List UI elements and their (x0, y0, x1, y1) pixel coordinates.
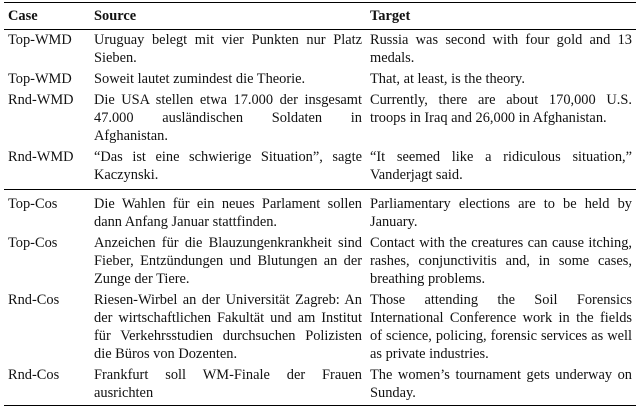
target-cell: Russia was second with four gold and 13 medals. (370, 32, 632, 66)
case-cell: Rnd-WMD (8, 92, 74, 108)
table-row (4, 190, 636, 234)
source-cell: Anzeichen für die Blauzungenkrankheit sind Fieber, Entzündungen und Blutungen an der Zunge der Tiere. (94, 235, 362, 287)
case-cell: Rnd-Cos (8, 292, 60, 308)
source-cell: Riesen-Wirbel an der Universität Zagreb: An der wirtschaftlichen Fakultät und am Institut für Verkehrsstudien durchsuchen Polizisten die Büros von Dozenten. (94, 292, 362, 362)
table-row (4, 233, 636, 290)
table-row (4, 30, 636, 70)
results-table-wrapper (4, 2, 636, 406)
case-cell: Top-Cos (8, 235, 58, 251)
target-cell: That, at least, is the theory. (370, 71, 525, 87)
source-cell: Die USA stellen etwa 17.000 der insgesamt 47.000 ausländischen Soldaten in Afghanistan. (94, 92, 362, 144)
table-row (4, 290, 636, 365)
source-cell: Frankfurt soll WM-Finale der Frauen ausrichten (90, 365, 366, 406)
target-cell: Parliamentary elections are to be held by January. (366, 190, 636, 234)
case-cell: Rnd-WMD (8, 149, 74, 165)
source-cell: Die Wahlen für ein neues Parlament sollen dann Anfang Januar stattfinden. (90, 190, 366, 234)
target-cell: The women’s tournament gets underway on Sunday. (366, 365, 636, 406)
source-cell: “Das ist eine schwierige Situation”, sagte Kaczynski. (94, 149, 362, 183)
target-cell: Currently, there are about 170,000 U.S. troops in Iraq and 26,000 in Afghanistan. (370, 92, 632, 126)
table-row (4, 69, 636, 90)
case-cell: Top-Cos (4, 190, 90, 234)
target-cell: Contact with the creatures can cause itching, rashes, conjunctivitis and, in some cases, breathing problems. (370, 235, 632, 287)
target-cell: “It seemed like a ridiculous situation,” Vanderjagt said. (370, 149, 632, 183)
case-cell: Top-WMD (8, 71, 72, 87)
header-source: Source (90, 3, 366, 30)
table-header-row (4, 3, 636, 30)
examples-table (4, 2, 636, 406)
table-row (4, 365, 636, 406)
case-cell: Top-WMD (8, 32, 72, 48)
header-target: Target (366, 3, 636, 30)
target-cell: Those attending the Soil Forensics International Conference work in the fields of science, policing, forensic services as well as private industries. (370, 292, 632, 362)
header-case: Case (4, 3, 90, 30)
table-row (4, 147, 636, 190)
case-cell: Rnd-Cos (4, 365, 90, 406)
source-cell: Soweit lautet zumindest die Theorie. (94, 71, 306, 87)
source-cell: Uruguay belegt mit vier Punkten nur Platz Sieben. (94, 32, 362, 66)
table-row (4, 90, 636, 147)
